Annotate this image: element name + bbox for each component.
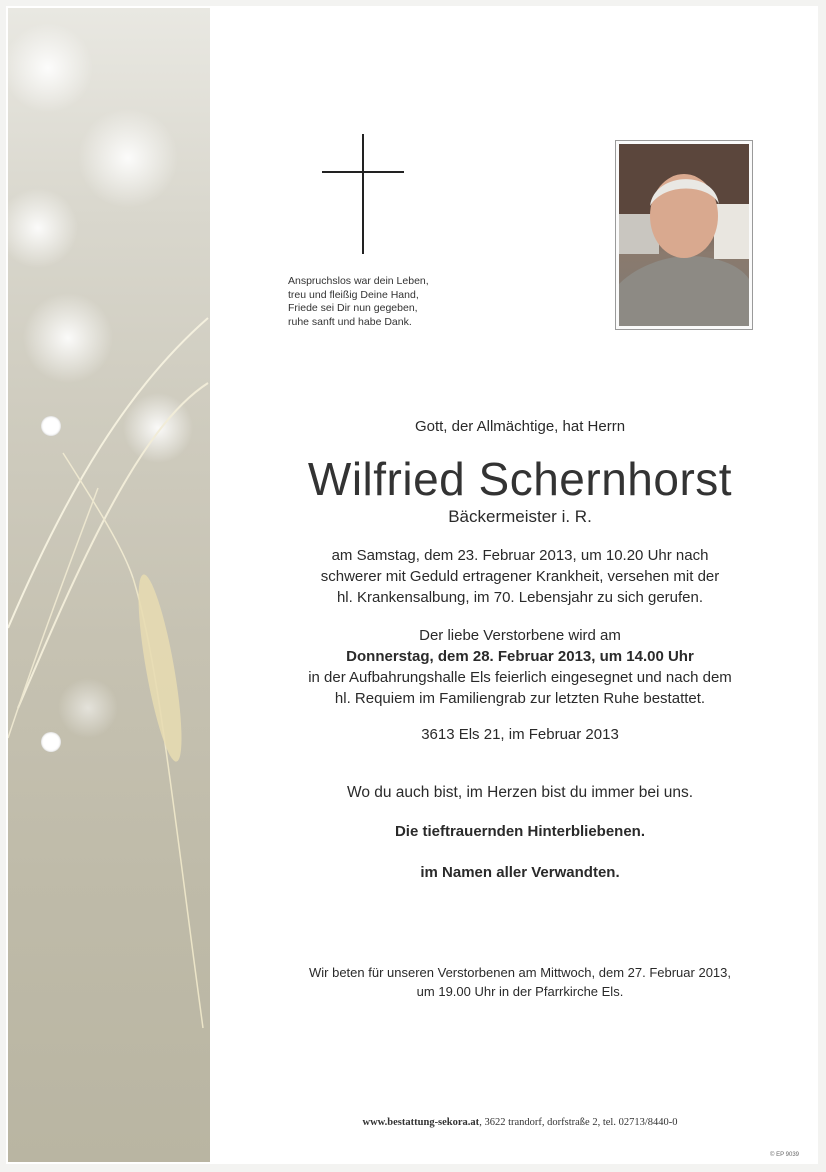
intro-line: Gott, der Allmächtige, hat Herrn [414,418,626,435]
poem-line: Anspruchslos war dein Leben, [288,275,429,287]
profession: Bäckermeister i. R. [448,507,592,526]
paragraph-line: am Samstag, dem 23. Februar 2013, um 10.20 Uhr nach [331,547,709,564]
poem-line: ruhe sanft und habe Dank. [288,315,412,328]
paragraph-line: hl. Krankensalbung, im 70. Lebensjahr zu sich gerufen. [336,589,704,606]
paragraph-line: schwerer mit Geduld ertragener Krankheit, versehen mit der [320,568,720,585]
punch-hole-bottom [41,732,61,752]
place-date: 3613 Els 21, im Februar 2013 [421,726,619,743]
signature-relatives: im Namen aller Verwandten. [420,864,620,881]
poem-line: treu und fleißig Deine Hand, [288,288,419,301]
signature-bereaved: Die tieftrauernden Hinterbliebenen. [394,823,646,840]
paragraph-line: um 19.00 Uhr in der Pfarrkirche Els. [416,984,624,999]
deceased-name: Wilfried Schernhorst [307,453,733,505]
funeral-paragraph [230,625,810,709]
footer-website[interactable]: www.bestattung-sekora.at [362,1117,480,1128]
portrait-figure [619,144,749,326]
prayer-notice [230,963,810,1001]
punch-hole-top [41,416,61,436]
cross-icon [322,134,404,254]
motto: Wo du auch bist, im Herzen bist du immer bei uns. [346,784,694,801]
paragraph-line: in der Aufbahrungshalle Els feierlich eingesegnet und nach dem [308,669,732,686]
footer [230,1117,810,1128]
paragraph-line: hl. Requiem im Familiengrab zur letzten Ruhe bestattet. [334,690,706,707]
wheat-sidebar-image [8,8,210,1162]
paragraph-line: Wir beten für unseren Verstorbenen am Mittwoch, dem 27. Februar 2013, [309,965,731,980]
death-paragraph [230,545,810,608]
footer-address: , 3622 trandorf, dorfstraße 2, tel. 02713/8440-0 [479,1117,678,1128]
portrait-photo [615,140,753,330]
poem [288,275,488,329]
poem-line: Friede sei Dir nun gegeben, [288,302,418,314]
print-code: © EP 9039 [770,1152,799,1158]
paragraph-line: Der liebe Verstorbene wird am [419,627,621,644]
wheat-stalk-illustration [8,8,210,1162]
funeral-date: Donnerstag, dem 28. Februar 2013, um 14.00 Uhr [346,648,694,665]
